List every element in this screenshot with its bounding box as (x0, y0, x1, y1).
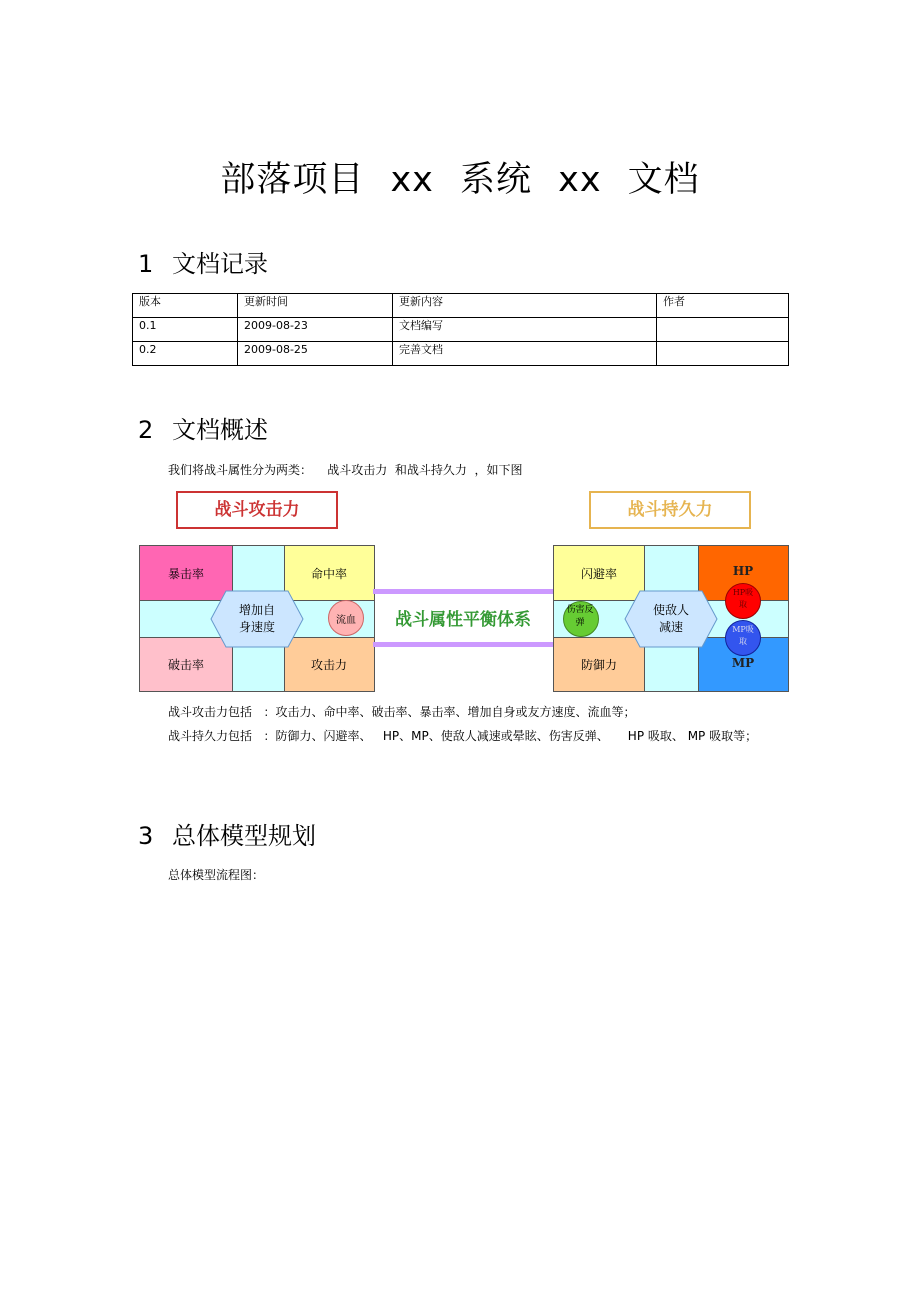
defense-label: 防御力 (580, 658, 617, 672)
connector-bar-top (373, 589, 553, 594)
table-header-cell: 作者 (657, 294, 789, 318)
section-title: 文档记录 (172, 250, 268, 278)
endure-panel (553, 545, 789, 692)
reflect-label (561, 604, 599, 630)
table-row (133, 342, 789, 366)
table-row (133, 318, 789, 342)
circle-line: 取 (739, 600, 747, 609)
table-cell: 文档编写 (393, 318, 657, 342)
document-record-table (132, 293, 789, 366)
table-header-cell: 版本 (133, 294, 238, 318)
table-cell: 完善文档 (393, 342, 657, 366)
table-header-cell: 更新时间 (238, 294, 393, 318)
hp-label: HP (732, 564, 754, 578)
connector-bar-bottom (373, 642, 553, 647)
section-number: 2 (138, 416, 154, 444)
mp-absorb-label (725, 624, 761, 648)
document-title: 部落项目 xx 系统 xx 文档 (220, 160, 700, 200)
hex-line: 增加自 (238, 603, 275, 617)
section-heading-1 (138, 244, 268, 279)
circle-line: MP吸 (732, 625, 754, 634)
circle-line: 伤害反 (566, 605, 594, 615)
hp-absorb-label (725, 587, 761, 611)
section-number: 1 (138, 250, 154, 278)
table-header-row (133, 294, 789, 318)
hit-rate-label: 命中率 (310, 567, 347, 581)
table-header-cell: 更新内容 (393, 294, 657, 318)
speed-hexagon-label (218, 602, 296, 636)
balance-system-label: 战斗属性平衡体系 (395, 610, 531, 630)
overview-intro: 我们将战斗属性分为两类： 战斗攻击力 和战斗持久力 ，如下图 (168, 463, 523, 477)
table-cell: 0.2 (133, 342, 238, 366)
table-cell (657, 318, 789, 342)
hex-line: 减速 (658, 620, 683, 634)
break-rate-label: 破击率 (167, 658, 204, 672)
hex-line: 使敌人 (652, 603, 689, 617)
crit-rate-label: 暴击率 (167, 567, 204, 581)
model-flowchart-caption: 总体模型流程图： (168, 868, 265, 882)
section-title: 文档概述 (172, 416, 268, 444)
table-cell: 0.1 (133, 318, 238, 342)
attack-label-box: 战斗攻击力 (176, 491, 338, 529)
attack-description: 战斗攻击力包括 ：攻击力、命中率、破击率、暴击率、增加自身或友方速度、流血等； (168, 705, 636, 719)
slow-hexagon-label (632, 602, 710, 636)
mp-label: MP (731, 656, 755, 670)
section-heading-3 (138, 816, 316, 851)
dodge-rate-label: 闪避率 (580, 567, 617, 581)
section-heading-2 (138, 410, 268, 445)
table-cell: 2009-08-25 (238, 342, 393, 366)
bleed-label: 流血 (336, 615, 356, 626)
circle-line: 取 (739, 637, 747, 646)
circle-line: 弹 (575, 618, 585, 628)
section-title: 总体模型规划 (172, 822, 316, 850)
circle-line: HP吸 (732, 588, 754, 597)
endure-label-box: 战斗持久力 (589, 491, 751, 529)
hex-line: 身速度 (238, 620, 275, 634)
attack-panel (139, 545, 375, 692)
attack-power-label: 攻击力 (310, 658, 347, 672)
section-number: 3 (138, 822, 154, 850)
endure-description: 战斗持久力包括 ：防御力、闪避率、 HP、MP、使敌人减速或晕眩、伤害反弹、 HP 吸取、 MP 吸取等； (168, 729, 758, 743)
table-cell (657, 342, 789, 366)
table-cell: 2009-08-23 (238, 318, 393, 342)
